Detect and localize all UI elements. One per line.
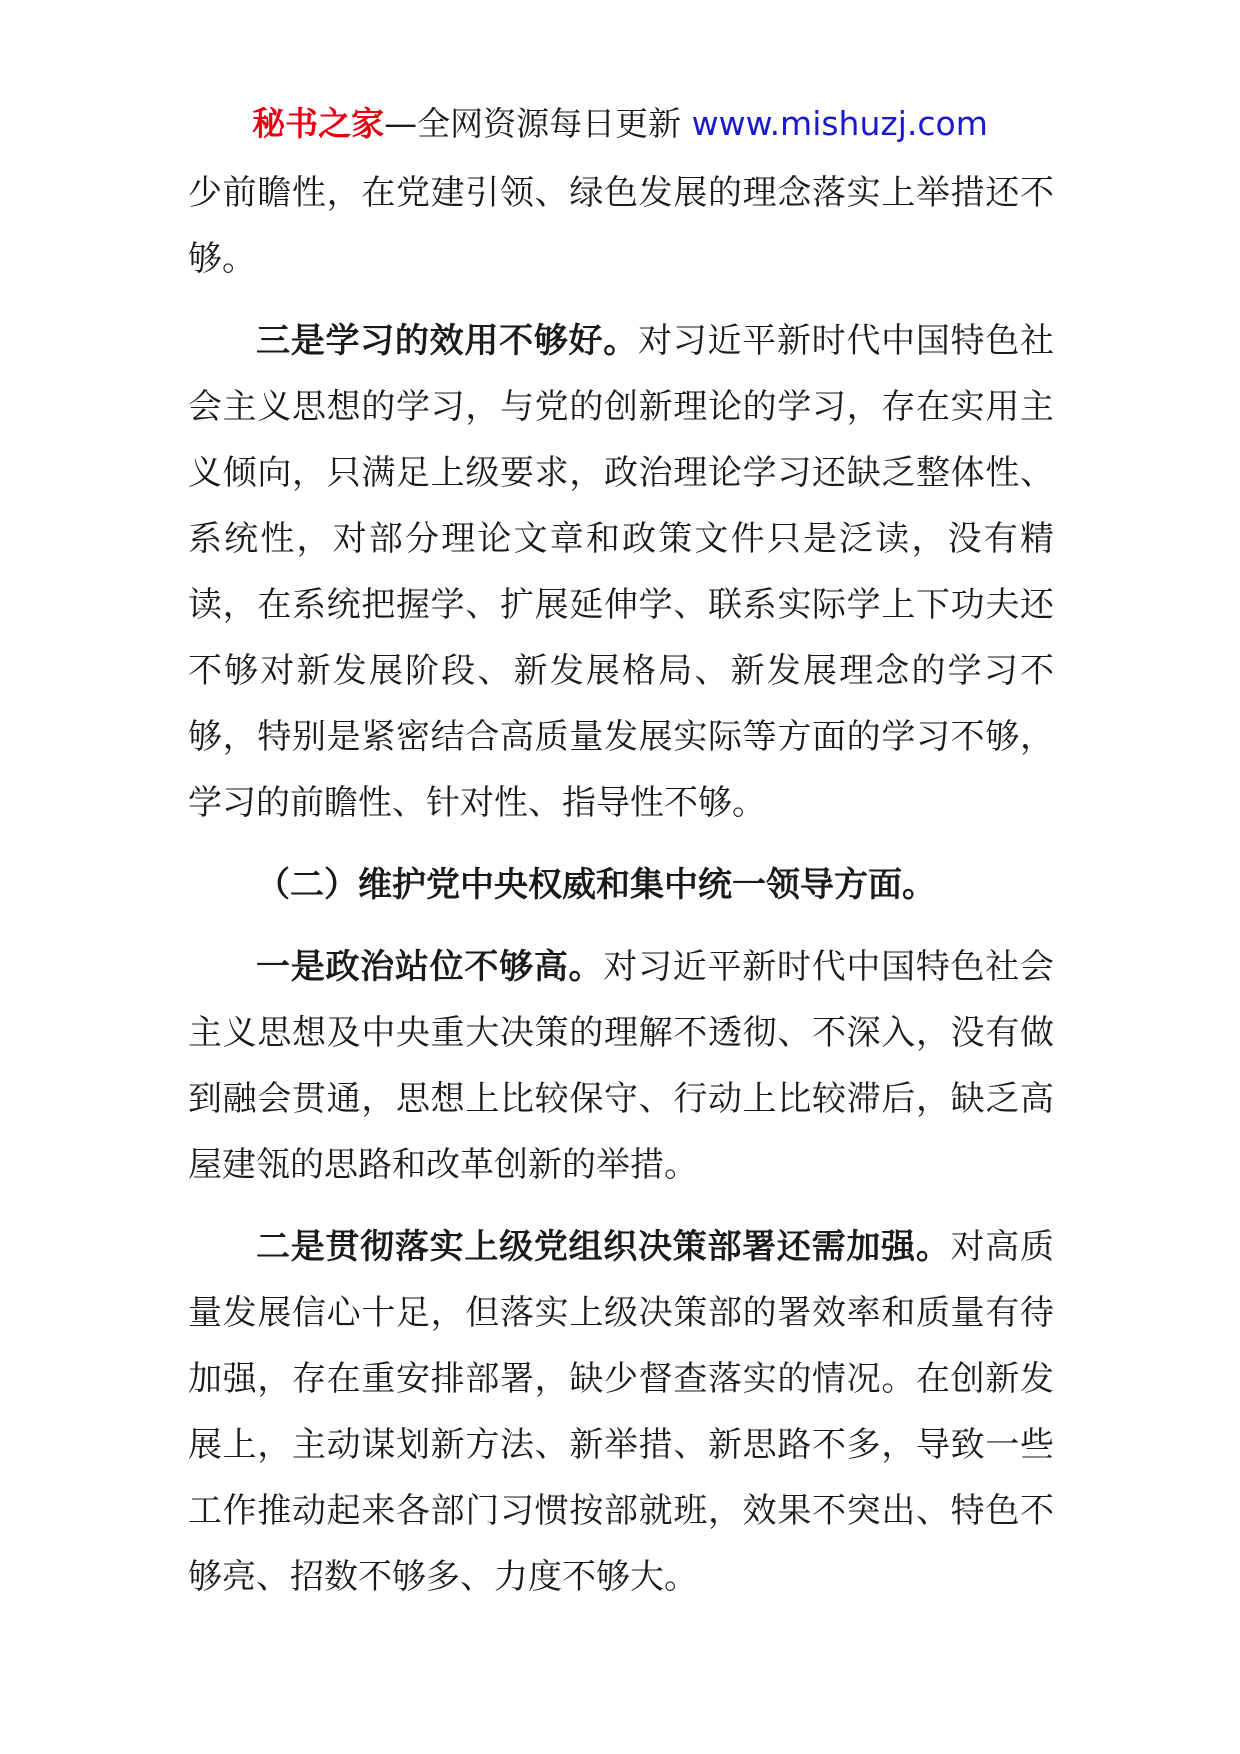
section-heading: （二）维护党中央权威和集中统一领导方面。 (256, 865, 936, 905)
paragraph-implementation (188, 1214, 1054, 1610)
paragraph-political-stance (188, 934, 1054, 1198)
site-header (0, 102, 1240, 146)
paragraph-study-effectiveness (188, 308, 1054, 836)
paragraph-continued (188, 160, 1054, 292)
site-url-link[interactable]: www.mishuzj.com (691, 104, 988, 143)
paragraph-text: 对习近平新时代中国特色社会主义思想的学习，与党的创新理论的学习，存在实用主义倾向，只满足上级要求，政治理论学习还缺乏整体性、系统性，对部分理论文章和政策文件只是泛读，没有精读，在系统把握学、扩展延伸学、联系实际学上下功夫还不够对新发展阶段、新发展格局、新发展理念的学习不够，特别是紧密结合高质量发展实际等方面的学习不够，学习的前瞻性、针对性、指导性不够。 (188, 321, 1054, 823)
paragraph-text: 对习近平新时代中国特色社会主义思想及中央重大决策的理解不透彻、不深入，没有做到融会贯通，思想上比较保守、行动上比较滞后，缺乏高屋建瓴的思路和改革创新的举措。 (188, 947, 1055, 1185)
paragraph-text: 少前瞻性，在党建引领、绿色发展的理念落实上举措还不够。 (188, 173, 1054, 279)
paragraph-lead: 三是学习的效用不够好。 (256, 321, 638, 361)
document-body (188, 160, 1054, 1626)
paragraph-lead: 一是政治站位不够高。 (256, 947, 604, 987)
paragraph-lead: 二是贯彻落实上级党组织决策部署还需加强。 (256, 1227, 951, 1267)
brand-name: 秘书之家 (252, 104, 385, 143)
paragraph-text: 对高质量发展信心十足，但落实上级决策部的署效率和质量有待加强，存在重安排部署，缺少督查落实的情况。在创新发展上，主动谋划新方法、新举措、新思路不多，导致一些工作推动起来各部门习惯按部就班，效果不突出、特色不够亮、招数不够多、力度不够大。 (188, 1227, 1055, 1597)
header-tagline: —全网资源每日更新 (384, 104, 692, 143)
